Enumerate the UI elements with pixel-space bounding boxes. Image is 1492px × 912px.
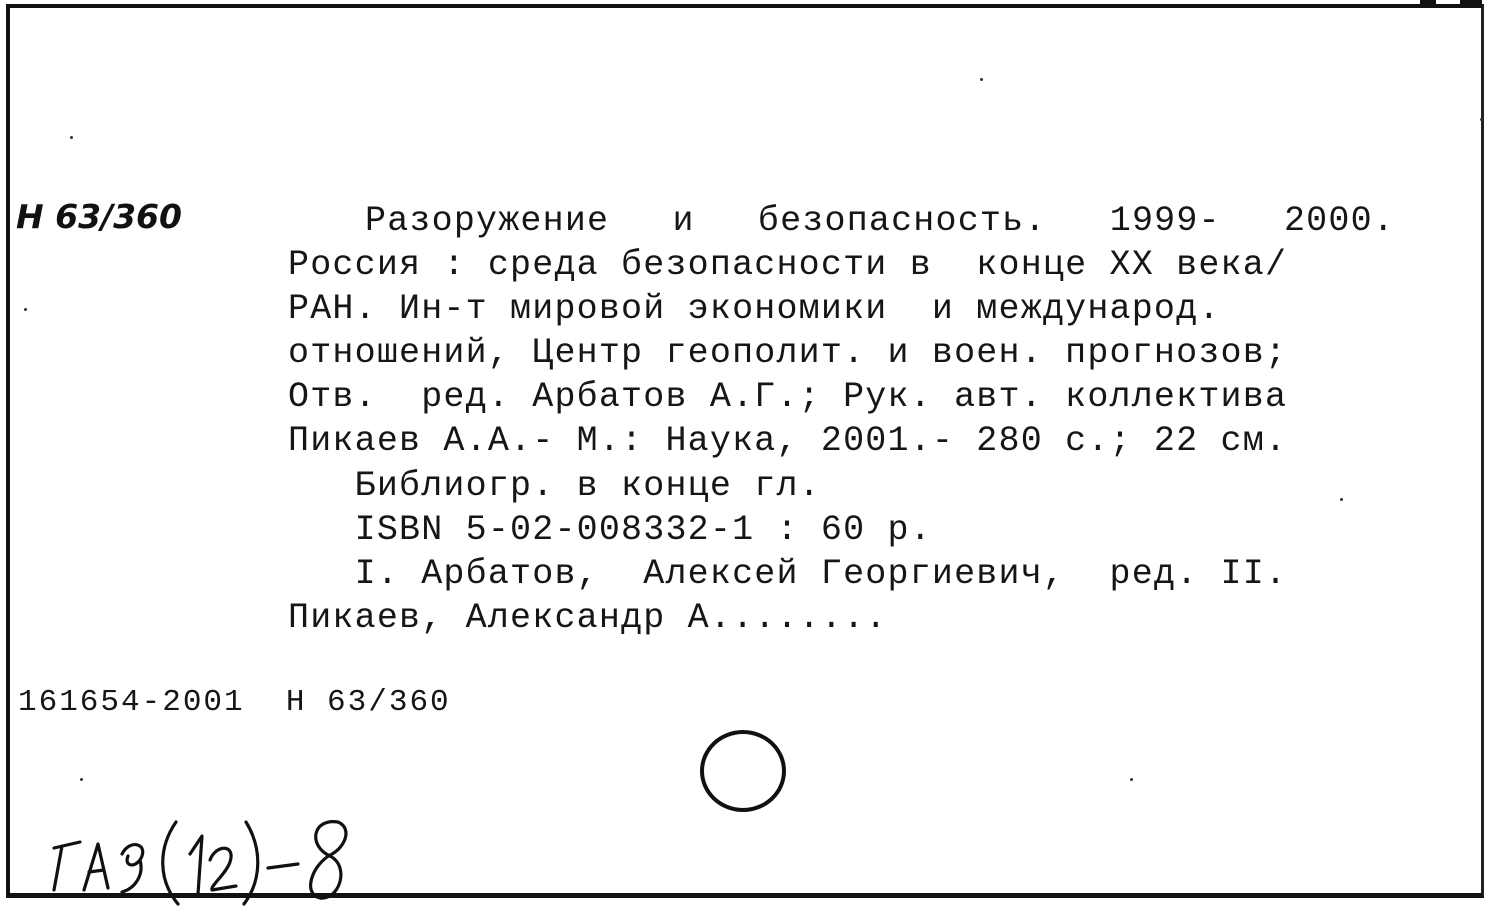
speck [24, 308, 27, 311]
speck [1340, 498, 1343, 501]
added-entries-line: I. Арбатов, Алексей Георгиевич, ред. II. [288, 554, 1288, 594]
speck [70, 136, 73, 139]
speck [980, 78, 983, 81]
body-line: Отв. ред. Арбатов А.Г.; Рук. авт. коллектива [288, 377, 1288, 417]
punch-hole [700, 730, 786, 812]
shelf-mark: Н 63/360 [16, 197, 182, 236]
title-line: Разоружение и безопасность. 1999- 2000. [365, 201, 1395, 241]
added-entries-line: Пикаев, Александр А........ [288, 598, 888, 638]
handwritten-note [40, 808, 370, 908]
speck [1480, 118, 1483, 121]
catalog-card [6, 4, 1484, 898]
edge-mark [1420, 0, 1436, 6]
body-line: Пикаев А.А.- М.: Наука, 2001.- 280 с.; 22 см. [288, 421, 1288, 461]
body-line: РАН. Ин-т мировой экономики и международ. [288, 289, 1221, 329]
speck [80, 778, 83, 781]
speck [1130, 778, 1133, 781]
body-line: отношений, Центр геополит. и воен. прогнозов; [288, 333, 1288, 373]
isbn-line: ISBN 5-02-008332-1 : 60 р. [288, 510, 932, 550]
body-line: Россия : среда безопасности в конце XX века/ [288, 245, 1288, 285]
bibliography-note: Библиогр. в конце гл. [288, 466, 821, 506]
accession-number: 161654-2001 Н 63/360 [18, 685, 451, 720]
edge-mark [1460, 0, 1482, 6]
